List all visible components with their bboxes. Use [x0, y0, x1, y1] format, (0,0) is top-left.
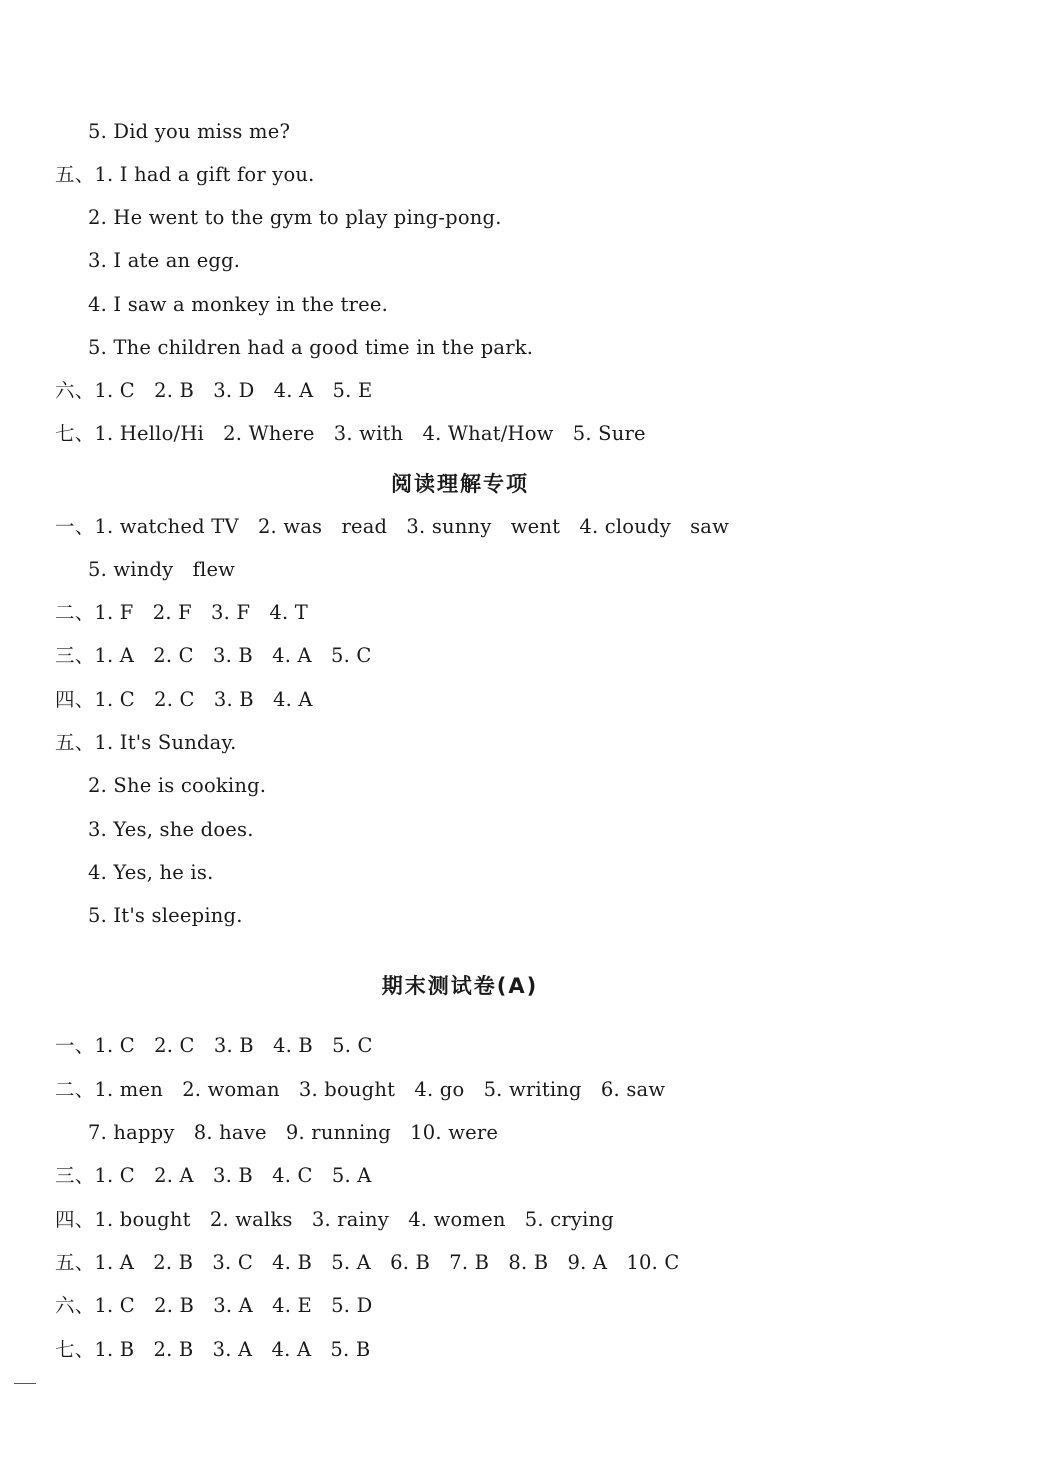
footer-rule [14, 1383, 36, 1384]
section-heading-reading: 阅读理解专项 [391, 472, 529, 496]
answer-line: 二、1. men 2. woman 3. bought 4. go 5. writing 6. saw [55, 1078, 666, 1101]
answer-line: 一、1. C 2. C 3. B 4. B 5. C [55, 1034, 373, 1057]
answer-line: 三、1. A 2. C 3. B 4. A 5. C [55, 644, 372, 667]
answer-line: 七、1. Hello/Hi 2. Where 3. with 4. What/How 5. Sure [55, 422, 646, 445]
answer-line: 5. It's sleeping. [88, 904, 243, 927]
answer-line: 六、1. C 2. B 3. D 4. A 5. E [55, 379, 373, 402]
answer-line: 四、1. bought 2. walks 3. rainy 4. women 5. crying [55, 1208, 614, 1231]
answer-line: 五、1. A 2. B 3. C 4. B 5. A 6. B 7. B 8. B 9. A 10. C [55, 1251, 680, 1274]
answer-line: 3. I ate an egg. [88, 249, 241, 272]
answer-line: 四、1. C 2. C 3. B 4. A [55, 688, 313, 711]
answer-line: 7. happy 8. have 9. running 10. were [88, 1121, 499, 1144]
answer-line: 3. Yes, she does. [88, 818, 254, 841]
answer-line: 5. The children had a good time in the park. [88, 336, 534, 359]
answer-line: 一、1. watched TV 2. was read 3. sunny went 4. cloudy saw [55, 515, 730, 538]
answer-line: 二、1. F 2. F 3. F 4. T [55, 601, 308, 624]
answer-line: 4. Yes, he is. [88, 861, 214, 884]
answer-line: 七、1. B 2. B 3. A 4. A 5. B [55, 1338, 371, 1361]
answer-line: 5. Did you miss me? [88, 120, 291, 143]
answer-line: 三、1. C 2. A 3. B 4. C 5. A [55, 1164, 372, 1187]
answer-line: 六、1. C 2. B 3. A 4. E 5. D [55, 1294, 373, 1317]
answer-line: 五、1. I had a gift for you. [55, 163, 315, 186]
answer-line: 5. windy flew [88, 558, 236, 581]
answer-line: 2. He went to the gym to play ping-pong. [88, 206, 502, 229]
answer-line: 五、1. It's Sunday. [55, 731, 237, 754]
section-heading-final-test: 期末测试卷(A) [381, 974, 539, 998]
answer-line: 2. She is cooking. [88, 774, 267, 797]
answer-line: 4. I saw a monkey in the tree. [88, 293, 388, 316]
